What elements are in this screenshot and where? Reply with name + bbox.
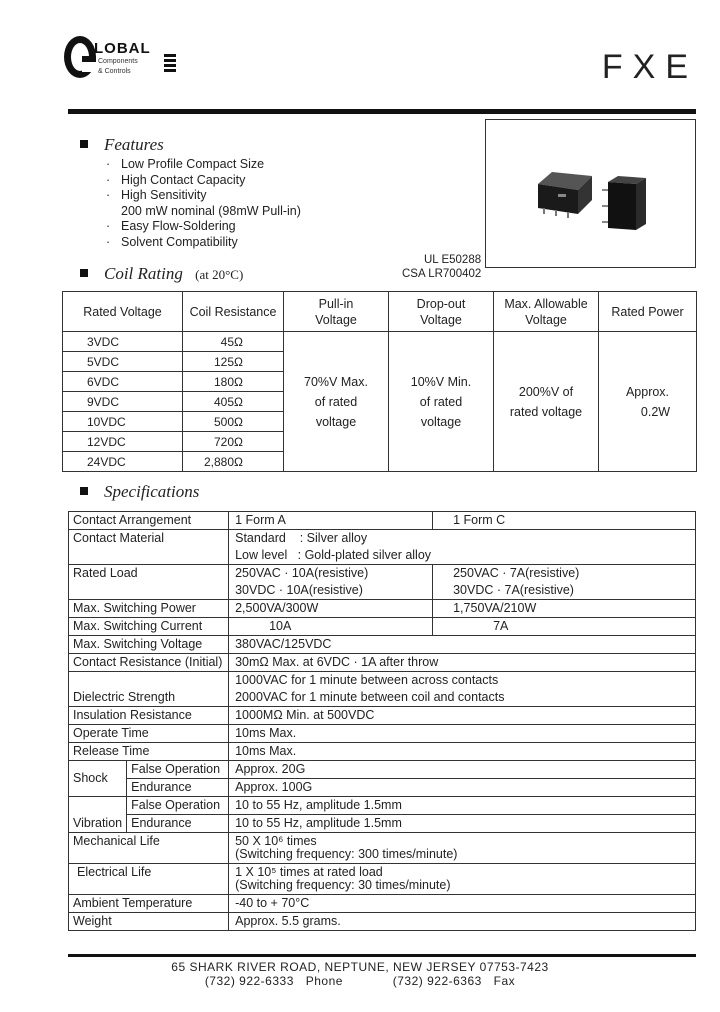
table-header-row <box>63 292 697 332</box>
table-row <box>69 779 696 797</box>
cell-voltage: 12VDC <box>63 432 183 452</box>
cell-voltage: 24VDC <box>63 452 183 472</box>
spec-value: Approx. 5.5 grams. <box>229 913 696 931</box>
coil-rating-table <box>62 291 697 472</box>
spec-label: Contact Material <box>69 530 229 565</box>
ul-cert: UL E50288 <box>424 254 482 266</box>
list-item: 200 mW nominal (98mW Pull-in) <box>121 203 301 218</box>
contact-line <box>0 974 720 988</box>
spec-sublabel: False Operation <box>127 797 229 815</box>
table-row <box>69 530 696 565</box>
list-item: · Low Profile Compact Size <box>106 157 265 171</box>
spec-value: 1 Form A <box>229 512 433 530</box>
logo-line1: Components <box>98 58 138 65</box>
spec-value: 1 Form C <box>433 512 696 530</box>
cell-resistance: 500Ω <box>183 412 284 432</box>
spec-value: 10 to 55 Hz, amplitude 1.5mm <box>229 815 696 833</box>
spec-value: 10ms Max. <box>229 743 696 761</box>
col-coil-resistance: Coil Resistance <box>183 292 284 332</box>
table-row <box>69 833 696 864</box>
spec-label: Max. Switching Voltage <box>69 636 229 654</box>
cell-dropout: 10%V Min. of rated voltage <box>389 332 494 472</box>
spec-value: 7A <box>433 618 696 636</box>
col-rated-power: Rated Power <box>599 292 697 332</box>
table-row <box>69 636 696 654</box>
spec-value: 1000VAC for 1 minute between across contacts 2000VAC for 1 minute between coil and contacts <box>229 672 696 707</box>
cell-max-allowable: 200%V of rated voltage <box>494 332 599 472</box>
table-row <box>69 672 696 707</box>
phone-number: (732) 922-6333 <box>204 974 294 988</box>
spec-value: Standard : Silver alloy Low level : Gold-plated silver alloy <box>229 530 696 565</box>
spec-label: Electrical Life <box>69 864 229 895</box>
list-item: · High Sensitivity <box>106 188 207 202</box>
bullet-square-icon <box>80 487 88 495</box>
col-pullin: Pull-in Voltage <box>284 292 389 332</box>
features-heading: Features <box>80 135 164 155</box>
cell-resistance: 125Ω <box>183 352 284 372</box>
table-row <box>69 913 696 931</box>
spec-label: Rated Load <box>69 565 229 600</box>
cell-resistance: 2,880Ω <box>183 452 284 472</box>
cell-voltage: 3VDC <box>63 332 183 352</box>
table-row <box>69 707 696 725</box>
footer-divider <box>68 954 696 957</box>
cell-resistance: 405Ω <box>183 392 284 412</box>
spec-value: 1 X 10⁵ times at rated load (Switching frequency: 30 times/minute) <box>229 864 696 895</box>
list-item: · High Contact Capacity <box>106 172 246 187</box>
model-title: FXE <box>601 48 698 86</box>
spec-label: Vibration <box>69 797 127 833</box>
coil-subheading: (at 20°C) <box>195 267 244 282</box>
cell-voltage: 9VDC <box>63 392 183 412</box>
spec-value: 10 to 55 Hz, amplitude 1.5mm <box>229 797 696 815</box>
spec-value: 10ms Max. <box>229 725 696 743</box>
table-row <box>69 743 696 761</box>
spec-label: Contact Resistance (Initial) <box>69 654 229 672</box>
spec-label: Max. Switching Current <box>69 618 229 636</box>
cell-voltage: 6VDC <box>63 372 183 392</box>
specs-heading: Specifications <box>80 482 199 502</box>
spec-value: 380VAC/125VDC <box>229 636 696 654</box>
logo-word: LOBAL <box>94 40 151 57</box>
phone-label: Phone <box>305 974 343 988</box>
list-item: · Easy Flow-Soldering <box>106 219 236 233</box>
csa-cert: CSA LR700402 <box>402 268 482 280</box>
spec-value: Approx. 20G <box>229 761 696 779</box>
spec-value: 10A <box>229 618 433 636</box>
spec-value: Approx. 100G <box>229 779 696 797</box>
cell-voltage: 10VDC <box>63 412 183 432</box>
features-list <box>104 157 301 250</box>
table-row <box>69 654 696 672</box>
cell-resistance: 180Ω <box>183 372 284 392</box>
spec-label: Ambient Temperature <box>69 895 229 913</box>
cell-rated-power: Approx. 0.2W <box>599 332 697 472</box>
table-row <box>69 725 696 743</box>
specifications-table <box>68 511 696 931</box>
spec-value: 250VAC · 7A(resistive) 30VDC · 7A(resistive) <box>433 565 696 600</box>
product-photo <box>485 119 696 268</box>
table-row <box>69 512 696 530</box>
table-row <box>69 797 696 815</box>
col-rated-voltage: Rated Voltage <box>63 292 183 332</box>
spec-sublabel: Endurance <box>127 815 229 833</box>
spec-sublabel: False Operation <box>127 761 229 779</box>
spec-label: Contact Arrangement <box>69 512 229 530</box>
spec-sublabel: Endurance <box>127 779 229 797</box>
footer-address <box>0 960 720 988</box>
certifications <box>402 253 481 281</box>
spec-value: -40 to + 70°C <box>229 895 696 913</box>
spec-label: Weight <box>69 913 229 931</box>
bullet-square-icon <box>80 269 88 277</box>
table-row <box>69 864 696 895</box>
spec-label: Shock <box>69 761 127 797</box>
col-dropout: Drop-out Voltage <box>389 292 494 332</box>
company-logo <box>64 36 184 86</box>
cell-voltage: 5VDC <box>63 352 183 372</box>
table-row <box>69 761 696 779</box>
spec-label: Mechanical Life <box>69 833 229 864</box>
cell-resistance: 45Ω <box>183 332 284 352</box>
spec-label: Insulation Resistance <box>69 707 229 725</box>
spec-value: 1,750VA/210W <box>433 600 696 618</box>
spec-label: Operate Time <box>69 725 229 743</box>
fax-number: (732) 922-6363 <box>392 974 482 988</box>
spec-label: Release Time <box>69 743 229 761</box>
table-row <box>69 815 696 833</box>
street-address: 65 SHARK RIVER ROAD, NEPTUNE, NEW JERSEY 07753-7423 <box>171 960 549 974</box>
table-row <box>69 565 696 600</box>
list-item: · Solvent Compatibility <box>106 234 238 249</box>
table-row <box>69 895 696 913</box>
header-divider <box>68 109 696 114</box>
cell-resistance: 720Ω <box>183 432 284 452</box>
coil-heading: Coil Rating (at 20°C) <box>80 264 243 284</box>
col-max-allowable: Max. Allowable Voltage <box>494 292 599 332</box>
bullet-square-icon <box>80 140 88 148</box>
spec-value: 250VAC · 10A(resistive) 30VDC · 10A(resistive) <box>229 565 433 600</box>
spec-value: 2,500VA/300W <box>229 600 433 618</box>
table-row <box>69 600 696 618</box>
spec-value: 50 X 10⁶ times (Switching frequency: 300 times/minute) <box>229 833 696 864</box>
table-row <box>63 332 697 352</box>
spec-value: 30mΩ Max. at 6VDC · 1A after throw <box>229 654 696 672</box>
table-row <box>69 618 696 636</box>
spec-value: 1000MΩ Min. at 500VDC <box>229 707 696 725</box>
cell-pullin: 70%V Max. of rated voltage <box>284 332 389 472</box>
logo-line2: & Controls <box>98 68 131 75</box>
fax-label: Fax <box>493 974 516 988</box>
spec-label: Dielectric Strength <box>69 672 229 707</box>
spec-label: Max. Switching Power <box>69 600 229 618</box>
